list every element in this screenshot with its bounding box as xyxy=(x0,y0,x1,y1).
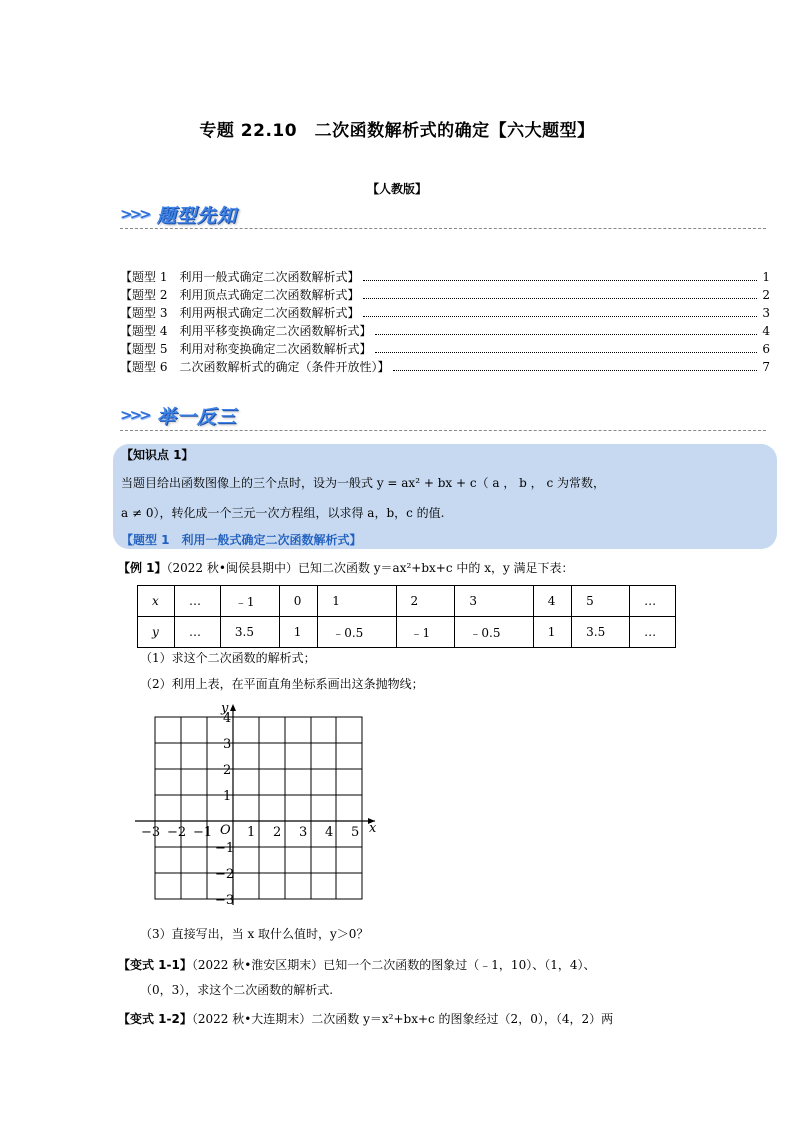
divider xyxy=(120,228,766,229)
tick-label: −3 xyxy=(141,825,161,840)
coordinate-grid xyxy=(135,700,385,910)
knowledge-text: 当题目给出函数图像上的三个点时，设为一般式 y = ax² + bx + c（ a ， b ， c 为常数， xyxy=(121,476,605,490)
variant-text: （2022 秋•淮安区期末）已知一个二次函数的图象过（﹣1，10）、（1，4）、 xyxy=(191,958,596,972)
example-1 xyxy=(118,559,574,576)
tick-label: 3 xyxy=(299,825,308,840)
toc-item[interactable]: 【题型 1 利用一般式确定二次函数解析式】 1 xyxy=(120,270,770,284)
chevron-icon: >>> xyxy=(120,406,149,424)
tick-label: 1 xyxy=(223,789,232,804)
tick-label: 4 xyxy=(223,711,232,726)
tick-label: 5 xyxy=(351,825,360,840)
page-title: 专题 22.10 二次函数解析式的确定【六大题型】 xyxy=(199,121,595,141)
tick-label: −2 xyxy=(167,825,187,840)
question-1: （1）求这个二次函数的解析式； xyxy=(140,651,316,665)
tick-label: 3 xyxy=(223,737,232,752)
variant-text: （0，3），求这个二次函数的解析式. xyxy=(140,983,334,997)
knowledge-title: 【知识点 1】 xyxy=(121,448,194,462)
tick-label: −2 xyxy=(215,867,235,882)
tick-label: 2 xyxy=(273,825,282,840)
example-text: （2022 秋•闽侯县期中）已知二次函数 y＝ax²+bx+c 中的 x，y 满足下表： xyxy=(166,561,574,575)
table-of-contents xyxy=(120,268,770,376)
x-axis-label: x xyxy=(369,821,377,836)
origin-label: O xyxy=(220,823,231,838)
topic-heading: 【题型 1 利用一般式确定二次函数解析式】 xyxy=(121,533,362,547)
example-label: 【例 1】 xyxy=(118,561,167,575)
toc-item[interactable]: 【题型 2 利用顶点式确定二次函数解析式】 2 xyxy=(120,288,770,302)
tick-label: −3 xyxy=(215,893,235,908)
section-banner-examples xyxy=(120,401,237,429)
toc-item[interactable]: 【题型 5 利用对称变换确定二次函数解析式】 6 xyxy=(120,342,770,356)
variant-text: （2022 秋•大连期末）二次函数 y＝x²+bx+c 的图象经过（2，0），（4，2）两 xyxy=(191,1012,614,1026)
question-3: （3）直接写出，当 x 取什么值时，y＞0？ xyxy=(140,927,369,941)
values-table xyxy=(137,585,676,648)
toc-item[interactable]: 【题型 4 利用平移变换确定二次函数解析式】 4 xyxy=(120,324,770,338)
y-arrow-icon xyxy=(230,704,236,711)
banner-title: 举一反三 xyxy=(156,405,237,428)
toc-item[interactable]: 【题型 6 二次函数解析式的确定（条件开放性）】 7 xyxy=(120,360,770,374)
edition-label: 【人教版】 xyxy=(366,182,427,196)
toc-item[interactable]: 【题型 3 利用两根式确定二次函数解析式】 3 xyxy=(120,306,770,320)
banner-title: 题型先知 xyxy=(156,204,237,227)
variant-label: 【变式 1-2】 xyxy=(118,1012,192,1026)
tick-label: 1 xyxy=(247,825,256,840)
chevron-icon: >>> xyxy=(120,205,149,223)
knowledge-text: a ≠ 0），转化成一个三元一次方程组，以求得 a，b，c 的值. xyxy=(121,506,445,520)
tick-label: −1 xyxy=(215,841,235,856)
tick-label: 4 xyxy=(325,825,334,840)
divider xyxy=(120,430,766,431)
tick-label: 2 xyxy=(223,763,232,778)
variant-1-1 xyxy=(118,956,595,973)
variant-label: 【变式 1-1】 xyxy=(118,958,192,972)
y-axis-label: y xyxy=(221,701,229,716)
variant-1-2 xyxy=(118,1010,613,1027)
table-row: x … ﹣1 0 1 2 3 4 5 … xyxy=(138,586,676,617)
section-banner-preview xyxy=(120,200,237,228)
table-row: y … 3.5 1 ﹣0.5 ﹣1 ﹣0.5 1 3.5 … xyxy=(138,617,676,648)
question-2: （2）利用上表，在平面直角坐标系画出这条抛物线； xyxy=(140,677,424,691)
tick-label: −1 xyxy=(193,825,213,840)
